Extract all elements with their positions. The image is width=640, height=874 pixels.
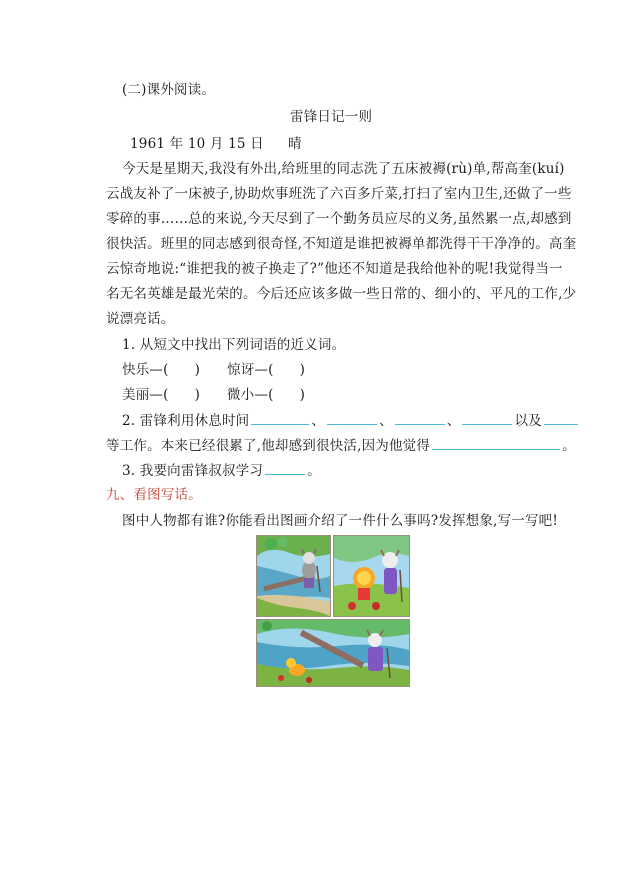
- illustration-panel-1: [256, 535, 331, 617]
- q3-period: 。: [307, 463, 321, 479]
- diary-weather: 晴: [288, 136, 302, 152]
- paren-close: ): [299, 387, 306, 403]
- paragraph-line-4: 很快活。班里的同志感到很奇怪,不知道是谁把被褥单都洗得干干净净的。高奎: [106, 236, 577, 252]
- synonym-row-2: [122, 385, 305, 405]
- question-1: 1. 从短文中找出下列词语的近义词。: [122, 337, 346, 353]
- paren-close: ): [194, 362, 201, 378]
- paragraph-line-5: 云惊奇地说:“谁把我的被子换走了?”他还不知道是我给他补的呢!我觉得当一: [106, 261, 563, 277]
- diary-title: 雷锋日记一则: [290, 109, 373, 125]
- illustration-panel-2: [333, 535, 410, 617]
- picture-story-illustration: [256, 535, 408, 685]
- separator: 、: [379, 413, 393, 429]
- synonym-meili-label: 美丽—(: [122, 387, 169, 403]
- synonym-jingya-label: 惊讶—(: [227, 362, 274, 378]
- question-2-text-cont: 等工作。本来已经很累了,他却感到很快活,因为他觉得: [106, 438, 431, 454]
- section-two-heading: (二)课外阅读。: [122, 82, 216, 98]
- question-2-line-1: [122, 410, 580, 431]
- question-3-text: 3. 我要向雷锋叔叔学习: [122, 463, 264, 479]
- question-3: [122, 460, 321, 481]
- section-nine-instruction: 图中人物都有谁?你能看出图画介绍了一件什么事吗?发挥想象,写一写吧!: [122, 513, 558, 529]
- separator: 、: [311, 413, 326, 429]
- q2-blank-4[interactable]: [462, 410, 512, 425]
- synonym-weixiao-label: 微小—(: [227, 387, 274, 403]
- synonym-kuaile-label: 快乐—(: [122, 362, 169, 378]
- paragraph-line-2: 云战友补了一床被子,协助炊事班洗了六百多斤菜,打扫了室内卫生,还做了一些: [106, 186, 572, 202]
- synonym-row-1: [122, 360, 305, 380]
- paren-close: ): [299, 362, 306, 378]
- q2-blank-6[interactable]: [432, 435, 560, 450]
- q2-blank-5[interactable]: [544, 410, 578, 425]
- paragraph-line-3: 零碎的事……总的来说,今天尽到了一个勤务员应尽的义务,虽然累一点,却感到: [106, 211, 572, 227]
- q2-blank-1[interactable]: [251, 410, 309, 425]
- paragraph-line-6: 名无名英雄是最光荣的。今后还应该多做一些日常的、细小的、平凡的工作,少: [106, 286, 577, 302]
- paragraph-line-7: 说漂亮话。: [106, 311, 175, 327]
- illustration-panel-3: [256, 619, 410, 687]
- question-2-line-2: [106, 435, 576, 456]
- section-nine-heading: 九、看图写话。: [106, 487, 202, 503]
- q2-blank-2[interactable]: [327, 410, 377, 425]
- q2-blank-3[interactable]: [395, 410, 445, 425]
- diary-date: 1961 年 10 月 15 日: [130, 136, 264, 152]
- q3-blank[interactable]: [265, 460, 305, 475]
- q2-period: 。: [562, 438, 576, 454]
- q2-yiji: 以及: [514, 413, 542, 429]
- separator: 、: [446, 413, 461, 429]
- paragraph-line-1: 今天是星期天,我没有外出,给班里的同志洗了五床被褥(rù)单,帮高奎(kuí): [122, 161, 565, 177]
- question-2-text: 2. 雷锋利用休息时间: [122, 413, 250, 429]
- paren-close: ): [194, 387, 201, 403]
